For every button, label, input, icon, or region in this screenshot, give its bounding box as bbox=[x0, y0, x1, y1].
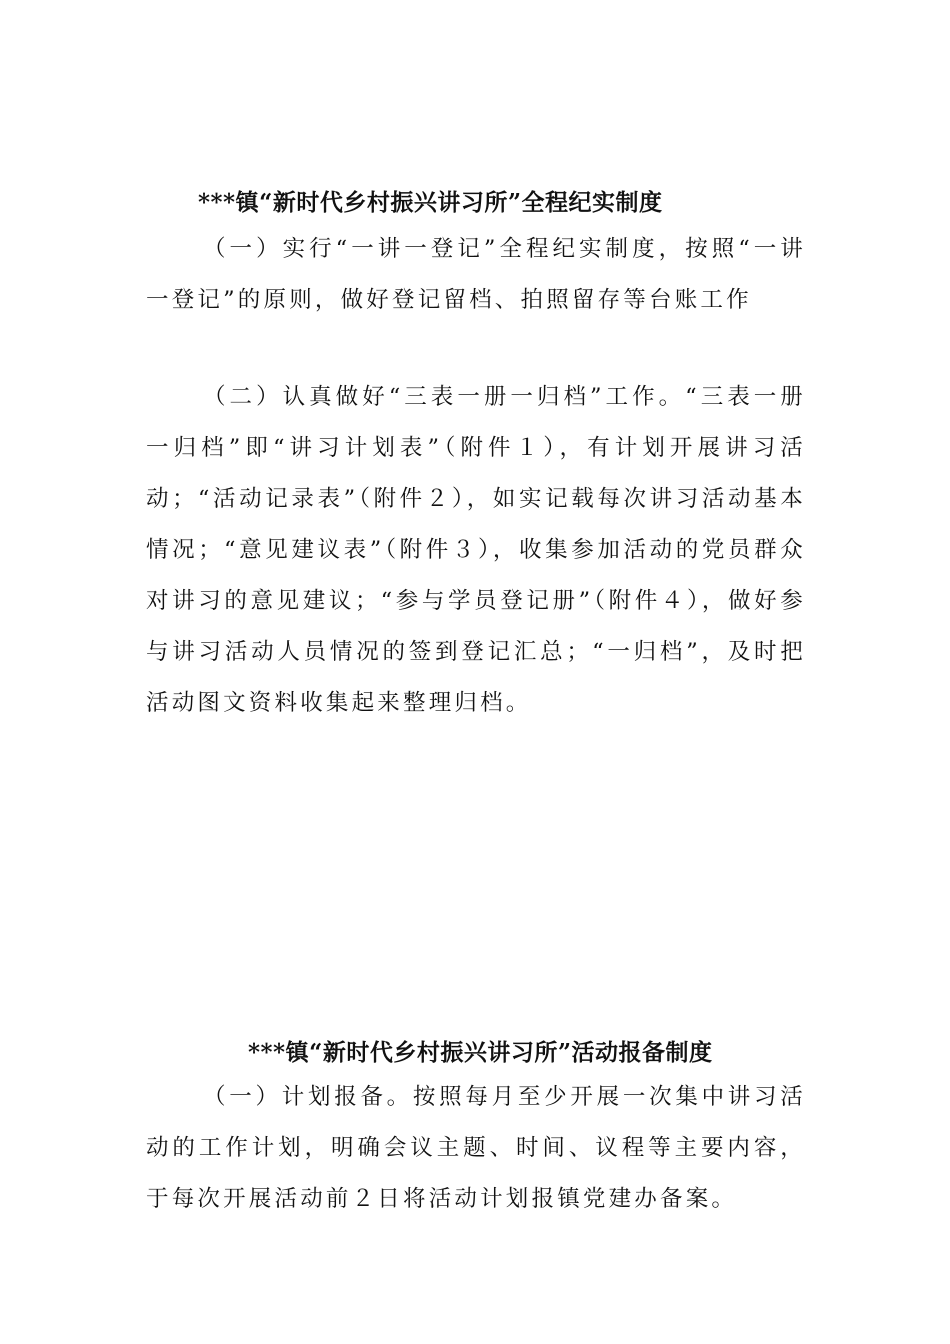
section-title-filing-system: ***镇“新时代乡村振兴讲习所”活动报备制度 bbox=[248, 1039, 713, 1066]
paragraph-three-forms-one-register: （二）认真做好“三表一册一归档”工作。“三表一册一归档”即“讲习计划表”（附件１），有计划开展讲习活动；“活动记录表”（附件２），如实记载每次讲习活动基本情况；“意见建议表”（附件３），收集参加活动的党员群众对讲习的意见建议；“参与学员登记册”（附件４），做好参与讲习活动人员情况的签到登记汇总；“一归档”，及时把活动图文资料收集起来整理归档。 bbox=[146, 384, 806, 716]
paragraph-one-lecture-one-record: （一）实行“一讲一登记”全程纪实制度，按照“一讲一登记”的原则，做好登记留档、拍照留存等台账工作 bbox=[146, 236, 806, 313]
paragraph-plan-filing: （一）计划报备。按照每月至少开展一次集中讲习活动的工作计划，明确会议主题、时间、议程等主要内容，于每次开展活动前２日将活动计划报镇党建办备案。 bbox=[146, 1084, 806, 1212]
section-title-record-system: ***镇“新时代乡村振兴讲习所”全程纪实制度 bbox=[198, 189, 663, 216]
